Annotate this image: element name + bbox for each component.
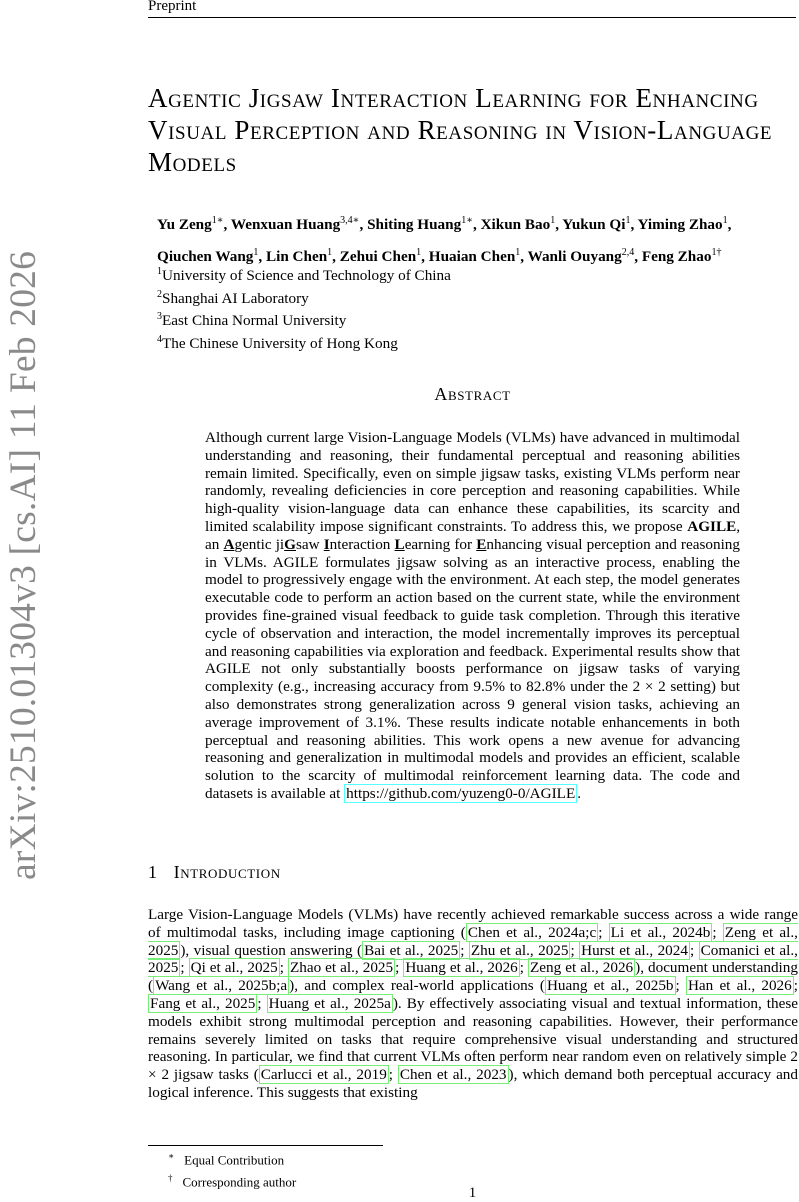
author: Lin Chen$^1$ <box>265 247 333 266</box>
citation-link[interactable]: Zhao et al., 2025 <box>289 959 394 977</box>
author: Huaian Chen$^1$ <box>428 247 521 266</box>
author: Xikun Bao$^1$ <box>480 215 556 234</box>
page-number: 1 <box>468 1185 477 1201</box>
abstract-body: Although current large Vision-Language Models (VLMs) have advanced in multimodal understanding and reasoning, their fundamental perceptual and reasoning abilities remain limited. Specifically, even on simple jigsaw tasks, existing VLMs perform near randomly, revealing deficiencies in core perception and reasoning capabilities. While high-quality vision-language data can enhance these capabilities, its scarcity and limited scalability impose significant constraints. To address this, we propose AGILE, an Agentic jiGsaw Interaction Learning for Enhancing visual perception and reasoning in VLMs. AGILE formulates jigsaw solving as an interactive process, enabling the model to progressively engage with the environment. At each step, the model generates executable code to perform an action based on the current state, while the environment provides fine-grained visual feedback to guide task completion. Through this iterative cycle of observation and interaction, the model incrementally improves its perceptual and reasoning capabilities via exploration and feedback. Experimental results show that AGILE not only substantially boosts performance on jigsaw tasks of varying complexity (e.g., increasing accuracy from 9.5% to 82.8% under the 2 × 2 setting) but also demonstrates strong generalization across 9 general vision tasks, achieving an average improvement of 3.1%. These results indicate notable enhancements in both perceptual and reasoning abilities. This work opens a new avenue for advancing reasoning and generalization in multimodal models and provides an efficient, scalable solution to the scarcity of multimodal reinforcement learning data. The code and datasets is available at https://github.com/yuzeng0-0/AGILE . <box>205 429 740 802</box>
author: Qiuchen Wang$^1$ <box>157 247 259 266</box>
affiliation: $^1$University of Science and Technology of China <box>157 266 451 285</box>
paper-title: Agentic Jigsaw Interaction Learning for Enhancing Visual Perception and Reasoning in Vision-Language Models <box>148 83 773 177</box>
citation-link[interactable]: Chen et al., 2023 <box>399 1066 507 1084</box>
citation-link[interactable]: Hurst et al., 2024 <box>581 941 688 959</box>
author-list: Yu Zeng$^{1∗}$, Wenxuan Huang$^{3,4∗}$, Shiting Huang$^{1∗}$, Xikun Bao$^1$, Yukun Qi$^1$, Yiming Zhao$^1$, Qiuchen Wang$^1$, Lin Chen$^1$, Zehui Chen$^1$, Huaian Chen$^1$, Wanli Ouyang$^{2,4}$, Feng Zhao$^{1\dagger}$ <box>157 215 732 266</box>
citation-link[interactable]: Bai et al., 2025 <box>364 941 459 959</box>
header-rule <box>148 17 796 18</box>
abstract-heading: Abstract <box>434 384 511 404</box>
author: Wenxuan Huang$^{3,4∗}$ <box>230 215 360 234</box>
citation-link[interactable]: Zeng et al., 2025 <box>148 923 798 959</box>
arxiv-stamp: arXiv:2510.01304v3 [cs.AI] 11 Feb 2026 <box>3 250 44 880</box>
citation-link[interactable]: Comanici et al., 2025 <box>148 941 798 977</box>
affiliation-list <box>157 263 777 353</box>
citation-link[interactable]: Carlucci et al., 2019 <box>260 1066 387 1084</box>
citation-link[interactable]: Chen et al., 2024a;c <box>467 923 597 941</box>
citation-link[interactable]: Huang et al., 2025a <box>268 994 391 1012</box>
citation-link[interactable]: Huang et al., 2026 <box>405 959 518 977</box>
affiliation: $^4$The Chinese University of Hong Kong <box>157 333 398 352</box>
citation-link[interactable]: Zeng et al., 2026 <box>530 959 634 977</box>
citation-link[interactable]: Zhu et al., 2025 <box>470 941 569 959</box>
citation-link[interactable]: Wang et al., 2025b;a <box>155 977 288 995</box>
intro-paragraph: Large Vision-Language Models (VLMs) have recently achieved remarkable success across a wide range of multimodal tasks, including image captioning ( Chen et al., 2024a;c ; Li et al., 2024b ; Zeng et al., 2025 ), visual question answering ( Bai et al., 2025 ; Zhu et al., 2025 ; Hurst et al., 2024 ; Comanici et al., 2025 ; Qi et al., 2025 ; Zhao et al., 2025 ; Huang et al., 2026 ; Zeng et al., 2026 ), document understanding ( Wang et al., 2025b;a ), and complex real-world applications ( Huang et al., 2025b ; Han et al., 2026 ; Fang et al., 2025 ; Huang et al., 2025a ). By effectively associating visual and textual information, these models exhibit strong multimodal perception and reasoning capabilities. However, their performance remains severely limited on tasks that require comprehensive visual understanding and structured reasoning. In particular, we find that current VLMs often perform near random even on relatively simple 2 × 2 jigsaw tasks ( Carlucci et al., 2019 ; Chen et al., 2023 ), which demand both perceptual accuracy and logical inference. This suggests that existing <box>148 906 799 1101</box>
author: Wanli Ouyang$^{2,4}$ <box>527 247 635 266</box>
footnote: ∗ Equal Contribution <box>168 1151 285 1168</box>
citation-link[interactable]: Han et al., 2026 <box>687 977 792 995</box>
citation-link[interactable]: Fang et al., 2025 <box>150 994 256 1012</box>
github-link[interactable]: https://github.com/yuzeng0-0/AGILE <box>346 784 576 802</box>
footnote: † Corresponding author <box>168 1173 297 1190</box>
footnote-rule <box>148 1145 383 1146</box>
author: Yiming Zhao$^1$ <box>637 215 728 234</box>
citation-link[interactable]: Huang et al., 2025b <box>546 977 674 995</box>
author: Shiting Huang$^{1∗}$ <box>367 215 473 234</box>
citation-link[interactable]: Qi et al., 2025 <box>190 959 278 977</box>
author: Feng Zhao$^{1\dagger}$ <box>641 247 722 266</box>
affiliation: $^2$Shanghai AI Laboratory <box>157 288 309 307</box>
author: Yu Zeng$^{1∗}$ <box>157 215 224 234</box>
agile-name: AGILE <box>687 517 737 535</box>
section-heading: 1 Introduction <box>148 862 281 882</box>
citation-link[interactable]: Li et al., 2024b <box>610 923 711 941</box>
author: Yukun Qi$^1$ <box>562 215 631 234</box>
author: Zehui Chen$^1$ <box>339 247 422 266</box>
affiliation: $^3$East China Normal University <box>157 311 347 330</box>
running-header: Preprint <box>148 0 197 14</box>
